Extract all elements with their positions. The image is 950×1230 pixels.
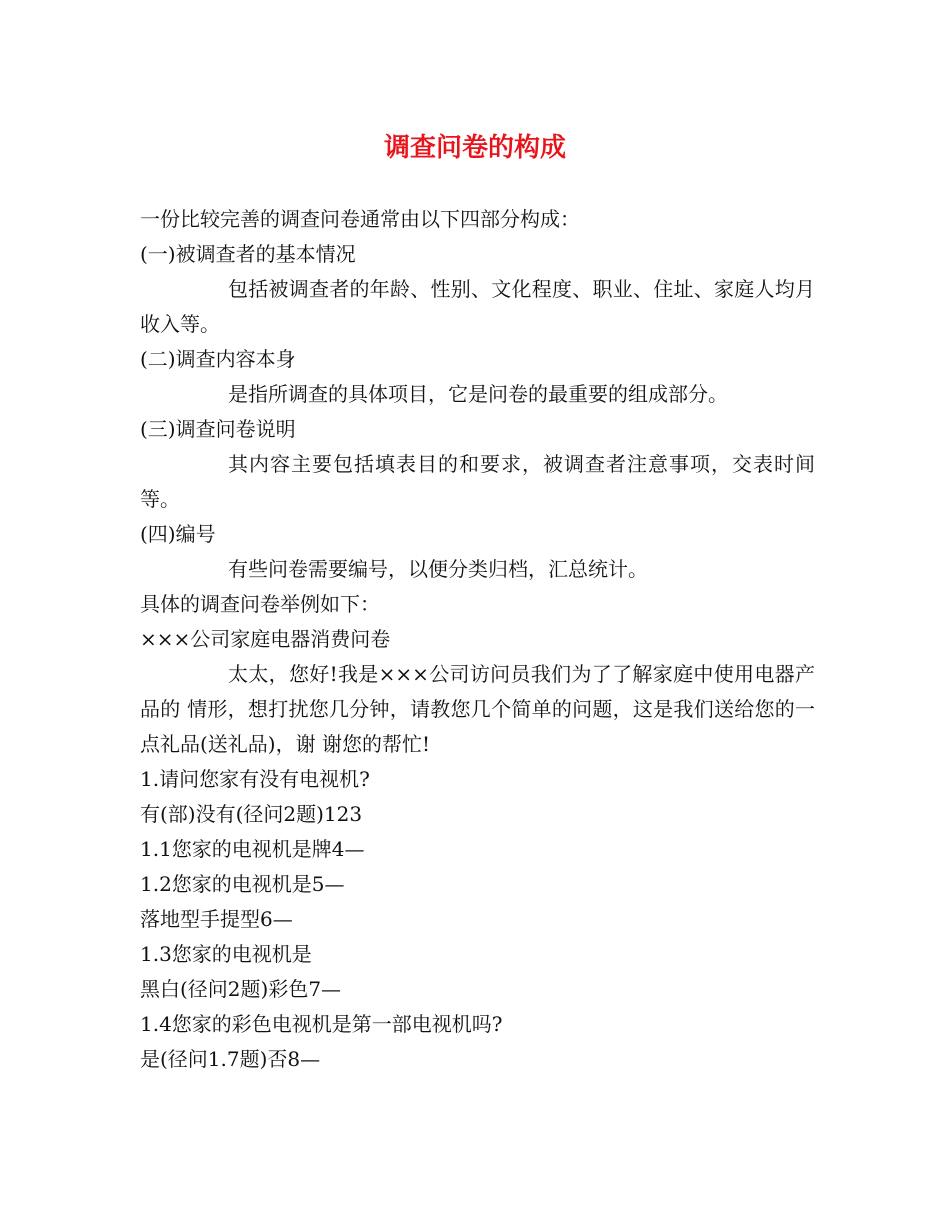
question-line: 有(部)没有(径问2题)123 xyxy=(140,802,363,826)
section-body-1: 包括被调查者的年龄、性别、文化程度、职业、住址、家庭人均月收入等。 xyxy=(140,277,815,336)
example-intro: 具体的调查问卷举例如下： xyxy=(140,592,380,616)
section-heading-3: (三)调查问卷说明 xyxy=(140,417,296,441)
document-body xyxy=(140,202,815,1077)
survey-greeting: 太太，您好!我是×××公司访问员我们为了了解家庭中使用电器产品的 情形，想打扰您几分钟，请教您几个简单的问题，这是我们送给您的一点礼品(送礼品)，谢 谢您的帮忙! xyxy=(140,662,815,756)
section-heading-4: (四)编号 xyxy=(140,522,216,546)
section-body-2: 是指所调查的具体项目，它是问卷的最重要的组成部分。 xyxy=(228,382,728,406)
question-line: 1.2您家的电视机是5— xyxy=(140,872,345,896)
question-line: 1.请问您家有没有电视机? xyxy=(140,767,370,791)
page-title: 调查问卷的构成 xyxy=(383,133,566,163)
question-line: 1.3您家的电视机是 xyxy=(140,942,312,966)
intro-line: 一份比较完善的调查问卷通常由以下四部分构成： xyxy=(140,207,580,231)
question-line: 1.1您家的电视机是牌4— xyxy=(140,837,365,861)
section-body-3: 其内容主要包括填表目的和要求，被调查者注意事项，交表时间等。 xyxy=(140,452,815,511)
question-line: 是(径问1.7题)否8— xyxy=(140,1047,321,1071)
question-line: 1.4您家的彩色电视机是第一部电视机吗? xyxy=(140,1012,503,1036)
section-heading-2: (二)调查内容本身 xyxy=(140,347,296,371)
section-body-4: 有些问卷需要编号，以便分类归档，汇总统计。 xyxy=(228,557,648,581)
question-line: 黑白(径问2题)彩色7— xyxy=(140,977,342,1001)
section-heading-1: (一)被调查者的基本情况 xyxy=(140,242,356,266)
survey-title: ×××公司家庭电器消费问卷 xyxy=(140,627,391,651)
question-line: 落地型手提型6— xyxy=(140,907,293,931)
